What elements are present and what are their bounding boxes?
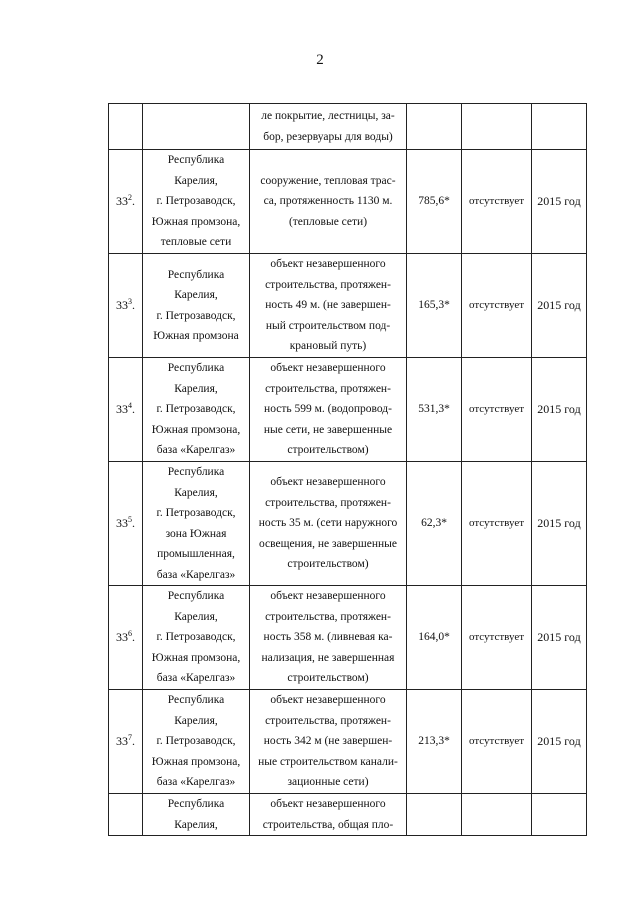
status-cell: отсутствует [462,462,532,586]
address-cell: Республика Карелия, г. Петрозаводск, Южная промзона, база «Карелгаз» [143,358,250,462]
address-cell [143,104,250,150]
description-cell: объект незавершенного строительства, протяжен- ность 35 м. (сети наружного освещения, не завершенные строительством) [250,462,407,586]
year-cell: 2015 год [532,586,587,690]
description-cell: объект незавершенного строительства, общая пло- [250,794,407,836]
item-number-cell: $33^3$. [109,254,143,358]
table-row [109,690,587,794]
description-cell: объект незавершенного строительства, протяжен- ность 358 м. (ливневая ка- нализация, не завершенная строительством) [250,586,407,690]
year-cell: 2015 год [532,690,587,794]
description-cell: ле покрытие, лестницы, за- бор, резервуары для воды) [250,104,407,150]
year-cell [532,794,587,836]
year-cell: 2015 год [532,150,587,254]
status-cell [462,104,532,150]
description-cell: объект незавершенного строительства, протяжен- ность 342 м (не завершен- ные строительством канали- зационные сети) [250,690,407,794]
year-cell [532,104,587,150]
value-cell: 213,3* [407,690,462,794]
address-cell: Республика Карелия, г. Петрозаводск, Южная промзона, база «Карелгаз» [143,586,250,690]
table-row [109,254,587,358]
description-cell: объект незавершенного строительства, протяжен- ность 49 м. (не завершен- ный строительством под- крановый путь) [250,254,407,358]
address-cell: Республика Карелия, г. Петрозаводск, Южная промзона, тепловые сети [143,150,250,254]
value-cell [407,104,462,150]
table-row [109,104,587,150]
item-number-cell: $33^2$. [109,150,143,254]
description-cell: сооружение, тепловая трас- са, протяженность 1130 м. (тепловые сети) [250,150,407,254]
status-cell: отсутствует [462,690,532,794]
description-cell: объект незавершенного строительства, протяжен- ность 599 м. (водопровод- ные сети, не завершенные строительством) [250,358,407,462]
table-row [109,358,587,462]
status-cell: отсутствует [462,150,532,254]
year-cell: 2015 год [532,358,587,462]
value-cell: 62,3* [407,462,462,586]
table-row [109,150,587,254]
value-cell: 785,6* [407,150,462,254]
value-cell: 164,0* [407,586,462,690]
page-number: 2 [316,52,324,68]
address-cell: Республика Карелия, г. Петрозаводск, Южная промзона, база «Карелгаз» [143,690,250,794]
status-cell: отсутствует [462,254,532,358]
item-number-cell [109,104,143,150]
address-cell: Республика Карелия, [143,794,250,836]
item-number-cell: $33^7$. [109,690,143,794]
value-cell [407,794,462,836]
status-cell [462,794,532,836]
item-number-cell: $33^6$. [109,586,143,690]
year-cell: 2015 год [532,254,587,358]
table-body [109,104,587,836]
item-number-cell: $33^4$. [109,358,143,462]
table-row [109,586,587,690]
year-cell: 2015 год [532,462,587,586]
item-number-cell: $33^5$. [109,462,143,586]
value-cell: 165,3* [407,254,462,358]
value-cell: 531,3* [407,358,462,462]
table-row [109,794,587,836]
item-number-cell [109,794,143,836]
address-cell: Республика Карелия, г. Петрозаводск, зона Южная промышленная, база «Карелгаз» [143,462,250,586]
status-cell: отсутствует [462,358,532,462]
status-cell: отсутствует [462,586,532,690]
address-cell: Республика Карелия, г. Петрозаводск, Южная промзона [143,254,250,358]
table-row [109,462,587,586]
property-table [108,103,587,836]
